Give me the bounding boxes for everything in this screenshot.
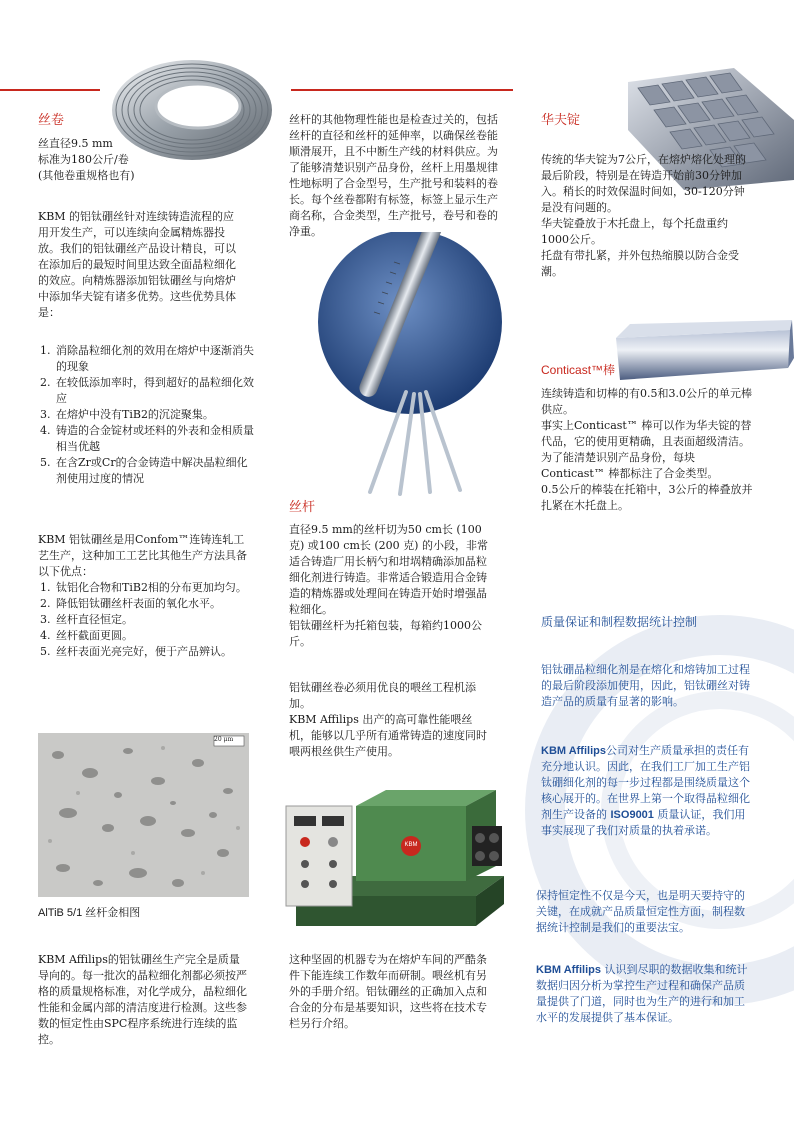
red-rule-center (291, 89, 513, 91)
rod-closeup-photo (310, 232, 510, 502)
spec-line: (其他卷重规格也有) (38, 169, 135, 182)
wire-coil-intro: KBM 的铝钛硼丝针对连续铸造流程的应用开发生产，可以连续向金属精炼器投放。我们的铝钛硼丝产品设计精良，可以在添加后的最短时间里达致全面晶粒细化的效应。向精炼器添加铝钛硼丝与向熔炉中添加华夫锭有诸多优势。这些优势具体是： (38, 210, 236, 319)
wire-coil-heading: 丝卷 (38, 113, 65, 128)
qa-text: 质量认证，我们用事实展现了我们对质量的执着承诺。 (541, 808, 746, 837)
list-item: 3. 在熔炉中没有TiB2的沉淀聚集。 (54, 407, 258, 423)
red-rule-left (0, 89, 100, 91)
list-item: 2. 降低铝钛硼丝杆表面的氧化水平。 (54, 596, 268, 612)
conticast-bar-photo (610, 318, 794, 390)
micrograph-image (38, 733, 249, 897)
list-item: 5. 在含Zr或Cr的合金铸造中解决晶粒细化剂使用过度的情况 (54, 455, 258, 487)
wire-coil-spec (38, 136, 135, 184)
waffle-text-content: 传统的华夫锭为7公斤，在熔炉熔化处理的最后阶段，特别是在铸造开始前30分钟加入。稍长的时效保温时间如，30-120分钟是没有问题的。 华夫锭叠放于木托盘上，每个托盘重约1000公斤。 托盘有带扎紧，并外包热缩膜以防合金受潮。 (541, 153, 746, 278)
wire-quality-text: KBM Affilips的铝钛硼丝生产完全是质量导向的。每一批次的晶粒细化剂都必须按严格的质量规格标准，对化学成分，晶粒细化性能和金属内部的清洁度进行检测。这些参数的恒定性由SPC程序系统进行连续的监控。 (38, 953, 247, 1046)
rod-heading: 丝杆 (289, 500, 316, 515)
list-item: 1. 消除晶粒细化剂的效用在熔炉中逐渐消失的现象 (54, 343, 258, 375)
qa-company-name: KBM Affilips (536, 964, 601, 976)
list-item: 4. 丝杆截面更圆。 (54, 628, 268, 644)
rod-description: 直径9.5 mm的丝杆切为50 cm长 (100克) 或100 cm长 (200 克) 的小段，非常适合铸造厂用长柄勺和坩埚精确添加晶粒细化剂进行铸造。非常适合锻造用合金铸造的精炼器或处理间在铸造开始时增强晶粒细化。 (289, 523, 488, 616)
waffle-text (541, 136, 755, 280)
list-item: 2. 在较低添加率时，得到超好的晶粒细化效应 (54, 375, 258, 407)
spec-line: 丝直径9.5 mm (38, 137, 113, 150)
confom-intro: KBM 铝钛硼丝是用Confom™连铸连轧工艺生产，这种加工工艺比其他生产方法具备以下优点： (38, 533, 247, 578)
spec-line: 标准为180公斤/卷 (38, 153, 129, 166)
qa-paragraph-4 (536, 962, 752, 1026)
qa-paragraph-3: 保持恒定性不仅是今天，也是明天要持守的关键，在成就产品质量恒定性方面，制程数据统计控制是我们的重要法宝。 (536, 889, 745, 934)
qa-paragraph-1: 铝钛硼晶粒细化剂是在熔化和熔铸加工过程的最后阶段添加使用，因此，铝钛硼丝对铸造产品的质量有显著的影响。 (541, 663, 750, 708)
feeder-text: 铝钛硼丝卷必须用优良的喂丝工程机添加。 KBM Affilips 出产的高可靠性能喂丝机，能够以几乎所有通常铸造的速度同时喂两根丝供生产使用。 (289, 681, 487, 758)
qa-paragraph-2 (541, 743, 753, 839)
list-item: 3. 丝杆直径恒定。 (54, 612, 268, 628)
list-item: 5. 丝杆表面光亮完好，便于产品辨认。 (54, 644, 268, 660)
qa-text: 公司对生产质量承担的责任有充分地认识。因此，在我们工厂加工生产铝钛硼细化剂的每一步过程都是围绕质量这个核心展开的。在世界上第一个取得晶粒细化剂生产设备的 (541, 744, 750, 821)
iso-label: ISO9001 (610, 809, 654, 821)
confom-list (38, 580, 268, 660)
advantages-list (38, 343, 258, 487)
waffle-heading: 华夫锭 (541, 113, 581, 128)
qa-heading: 质量保证和制程数据统计控制 (541, 615, 698, 629)
machine-text: 这种坚固的机器专为在熔炉车间的严酷条件下能连续工作数年而研制。喂丝机有另外的手册介绍。铝钛硼丝的正确加入点和合金的分布是基要知识，这些将在技术专栏另行介绍。 (289, 953, 487, 1030)
rod-physical-text: 丝杆的其他物理性能也是检查过关的，包括丝杆的直径和丝杆的延伸率，以确保丝卷能顺滑展开，且不中断生产线的材料供应。为了能够清楚识别产品身份，丝杆上用墨规律性地标明了合金型号，生产批号和装料的卷长。每个丝卷都附有标签，标签上显示生产商名称，合金类型，生产批号，卷号和卷的净重。 (289, 113, 498, 238)
qa-company-name: KBM Affilips (541, 745, 606, 757)
micrograph-scale-label: 20 μm (214, 736, 234, 743)
micrograph-caption: AlTiB 5/1 丝杆金相图 (38, 907, 141, 919)
list-item: 4. 铸造的合金锭材或坯料的外表和金相质量相当优越 (54, 423, 258, 455)
qa-text: 认识到尽职的数据收集和统计数据归因分析为掌控生产过程和确保产品质量提供了门道，同时也为生产的进行和加工水平的发展提供了基本保证。 (536, 963, 748, 1024)
rod-packing: 铝钛硼丝杆为托箱包装，每箱约1000公斤。 (289, 619, 482, 648)
conticast-heading: Conticast™棒 (541, 363, 616, 377)
machine-badge: KBM (404, 842, 418, 848)
conticast-text: 连续铸造和切棒的有0.5和3.0公斤的单元棒供应。 事实上Conticast™ 棒可以作为华夫锭的替代品，它的使用更精确，且表面超级清洁。为了能清楚识别产品身份，每块Conticast™ 棒都标注了合金类型。 0.5公斤的棒装在托箱中，3公斤的棒叠放并扎紧在木托盘上。 (541, 387, 753, 512)
wire-feeder-machine-photo (276, 776, 514, 942)
list-item: 1. 钛铝化合物和TiB2相的分布更加均匀。 (54, 580, 268, 596)
